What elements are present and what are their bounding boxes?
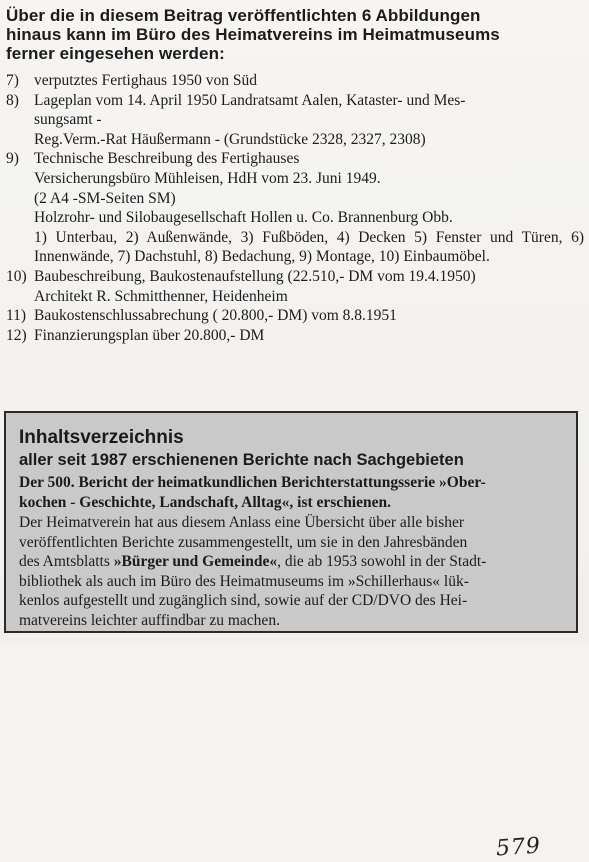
list-item — [6, 267, 584, 306]
item-text: (2 A4 -SM-Seiten SM) — [34, 189, 176, 207]
item-text: Reg.Verm.-Rat Häußermann - (Grundstücke 2328, 2327, 2308) — [34, 130, 426, 148]
item-text: Baukostenschlussabrechung ( 20.800,- DM) vom 8.8.1951 — [34, 307, 397, 325]
list-item — [6, 326, 584, 346]
list-item — [6, 71, 584, 91]
item-text: Holzrohr- und Silobaugesellschaft Hollen u. Co. Brannenburg Obb. — [34, 209, 453, 227]
body-text: des Amtsblatts — [19, 553, 114, 570]
item-text: verputztes Fertighaus 1950 von Süd — [34, 72, 258, 89]
body-line: veröffentlichten Berichte zusammengestellt, um sie in den Jahresbänden — [19, 533, 468, 551]
box-subtitle: aller seit 1987 erschienenen Berichte nach Sachgebieten — [19, 451, 464, 469]
list-item — [6, 91, 584, 150]
intro-line: ferner eingesehen werden: — [6, 44, 225, 63]
body-line: Der Heimatverein hat aus diesem Anlass eine Übersicht über alle bisher — [19, 514, 465, 531]
box-title: Inhaltsverzeichnis — [19, 427, 184, 448]
box-lead — [19, 473, 567, 512]
body-line: bibliothek als auch im Büro des Heimatmuseums im »Schillerhaus« lük- — [19, 572, 469, 590]
item-text: sungsamt - — [34, 111, 102, 129]
body-line: kenlos aufgestellt und zugänglich sind, sowie auf der CD/DVO des Hei- — [19, 592, 468, 609]
item-number: 11) — [6, 307, 27, 325]
item-text: Lageplan vom 14. April 1950 Landratsamt Aalen, Kataster- und Mes- — [34, 91, 466, 109]
newsletter-title: »Bürger und Gemeinde« — [113, 553, 278, 570]
item-text: Baubeschreibung, Baukostenaufstellung (22.510,- DM vom 19.4.1950) — [34, 267, 476, 285]
intro-line: Über die in diesem Beitrag veröffentlichten 6 Abbildungen — [6, 6, 481, 25]
item-number: 7) — [6, 72, 19, 89]
item-text: Versicherungsbüro Mühleisen, HdH vom 23. Juni 1949. — [34, 169, 381, 187]
item-text: Finanzierungsplan über 20.800,- DM — [34, 326, 265, 344]
intro-line: hinaus kann im Büro des Heimatvereins im Heimatmuseums — [6, 25, 500, 44]
item-number: 12) — [6, 326, 27, 344]
lead-line: Der 500. Bericht der heimatkundlichen Berichterstattungsserie »Ober- — [19, 474, 486, 491]
list-item — [6, 306, 584, 326]
intro-paragraph — [6, 6, 582, 63]
body-line — [19, 552, 567, 572]
body-text: , die ab 1953 sowohl in der Stadt- — [277, 553, 487, 570]
item-number: 10) — [6, 267, 27, 285]
box-body — [19, 513, 567, 630]
item-text: Technische Beschreibung des Fertighauses — [34, 150, 300, 168]
table-of-contents-box — [4, 411, 578, 862]
handwritten-page-number: 579 — [495, 833, 542, 862]
item-number: 8) — [6, 91, 19, 109]
item-number: 9) — [6, 150, 19, 168]
box-content — [19, 427, 567, 630]
exhibit-list — [6, 71, 584, 345]
item-text: 1) Unterbau, 2) Außenwände, 3) Fußböden, 4) Decken 5) Fenster und Türen, 6) Innenwände, 7) Dachstuhl, 8) Bedachung, 9) Montage, 10) Einbaumöbel. — [34, 228, 584, 266]
body-line: matvereins leichter auffindbar zu machen. — [19, 611, 280, 629]
item-text: Architekt R. Schmitthenner, Heidenheim — [34, 287, 288, 305]
list-item — [6, 149, 584, 267]
lead-line: kochen - Geschichte, Landschaft, Alltag«, ist erschienen. — [19, 493, 391, 511]
